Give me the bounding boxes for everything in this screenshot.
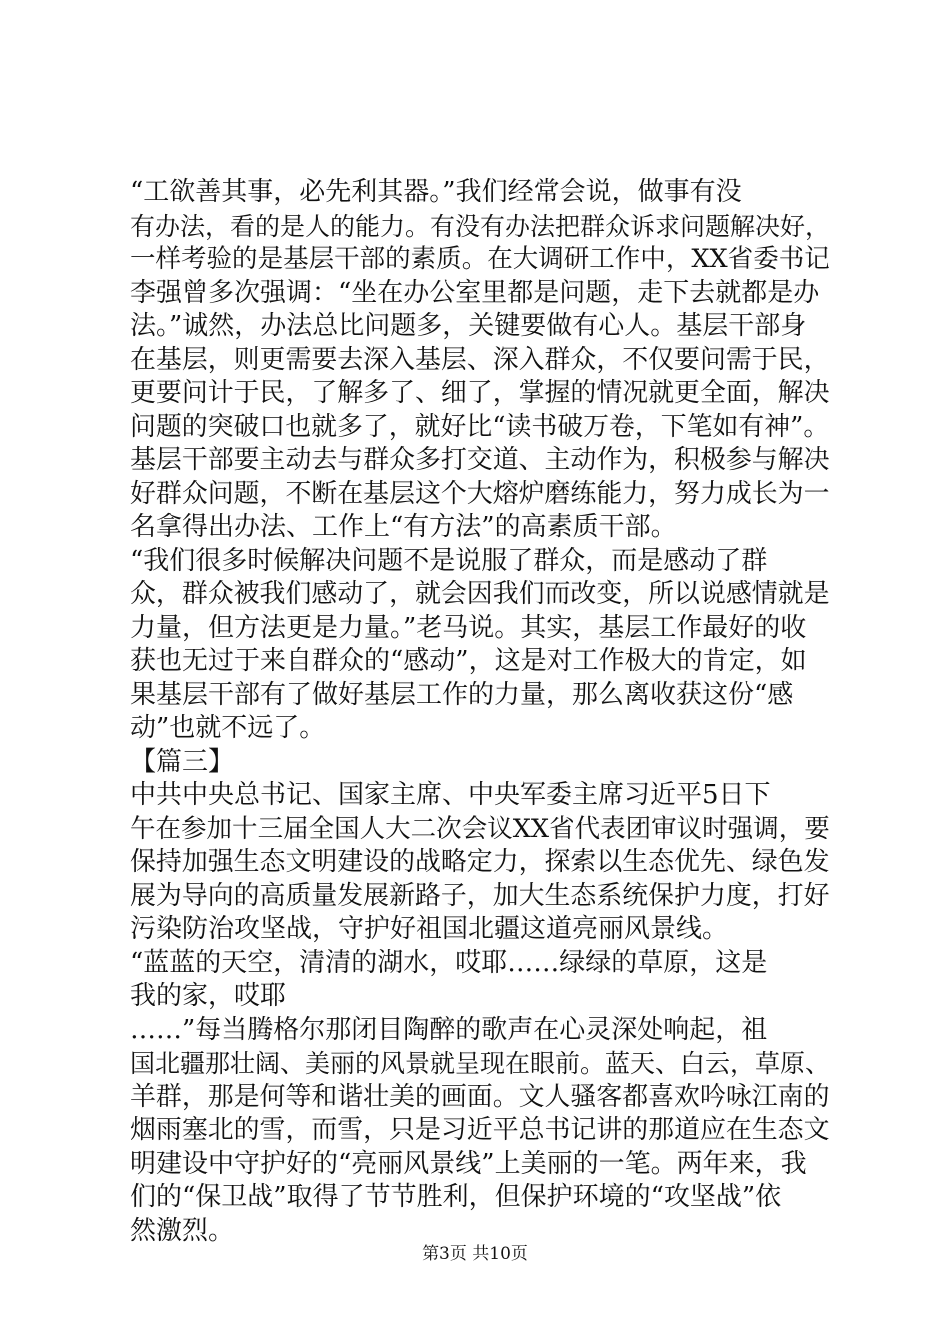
text-line: 有办法，看的是人的能力。有没有办法把群众诉求问题解决好， (130, 211, 831, 241)
text-line: 法。”诚然，办法总比问题多，关键要做有心人。基层干部身 (130, 311, 807, 341)
text-line: 更要问计于民，了解多了、细了，掌握的情况就更全面，解决 (130, 378, 830, 408)
text-line: 基层干部要主动去与群众多打交道、主动作为，积极参与解决 (130, 445, 830, 475)
document-body (130, 176, 830, 1248)
text-line: 好群众问题，不断在基层这个大熔炉磨练能力，努力成长为一 (130, 478, 830, 509)
text-line: 明建设中守护好的“亮丽风景线”上美丽的一笔。两年来，我 (130, 1148, 807, 1179)
text-line: “工欲善其事，必先利其器。”我们经常会说，做事有没 (130, 177, 742, 207)
text-line: 我的家，哎耶 (130, 981, 287, 1011)
text-line: 李强曾多次强调：“坐在办公室里都是问题，走下去就都是办 (130, 277, 820, 308)
text-line: 们的“保卫战”取得了节节胜利，但保护环境的“攻坚战”依 (130, 1182, 782, 1212)
text-line: ……”每当腾格尔那闭目陶醉的歌声在心灵深处响起，祖 (130, 1014, 768, 1045)
text-line: 羊群，那是何等和谐壮美的画面。文人骚客都喜欢吟咏江南的 (130, 1081, 830, 1112)
text-line: 然激烈。 (130, 1215, 235, 1246)
text-line: 在基层，则更需要去深入基层、深入群众，不仅要问需于民， (130, 344, 830, 375)
text-line: 国北疆那壮阔、美丽的风景就呈现在眼前。蓝天、白云，草原、 (130, 1049, 831, 1078)
text-line: 力量，但方法更是力量。”老马说。其实，基层工作最好的收 (130, 612, 807, 643)
text-line: 展为导向的高质量发展新路子，加大生态系统保护力度，打好 (130, 880, 830, 911)
text-line: “我们很多时候解决问题不是说服了群众，而是感动了群 (130, 545, 768, 576)
text-line: 午在参加十三届全国人大二次会议XX省代表团审议时强调，要 (130, 813, 830, 844)
text-line: 名拿得出办法、工作上“有方法”的高素质干部。 (130, 512, 677, 542)
page-footer: 第3页 共10页 (422, 1244, 528, 1264)
section-heading: 【篇三】 (130, 746, 235, 777)
text-line: 动”也就不远了。 (130, 713, 326, 743)
text-line: 果基层干部有了做好基层工作的力量，那么离收获这份“感 (130, 679, 794, 710)
text-line: 众，群众被我们感动了，就会因我们而改变，所以说感情就是 (130, 579, 830, 609)
text-line: 问题的突破口也就多了，就好比“读书破万卷，下笔如有神”。 (130, 411, 830, 442)
text-line: “蓝蓝的天空，清清的湖水，哎耶……绿绿的草原，这是 (130, 947, 768, 978)
text-line: 烟雨塞北的雪，而雪，只是习近平总书记讲的那道应在生态文 (130, 1115, 830, 1145)
text-line: 保持加强生态文明建设的战略定力，探索以生态优先、绿色发 (130, 847, 830, 877)
text-line: 污染防治攻坚战，守护好祖国北疆这道亮丽风景线。 (130, 914, 729, 944)
text-line: 一样考验的是基层干部的素质。在大调研工作中，XX省委书记 (130, 244, 830, 274)
text-line: 获也无过于来自群众的“感动”，这是对工作极大的肯定，如 (130, 646, 807, 676)
text-line: 中共中央总书记、国家主席、中央军委主席习近平5日下 (130, 780, 771, 810)
